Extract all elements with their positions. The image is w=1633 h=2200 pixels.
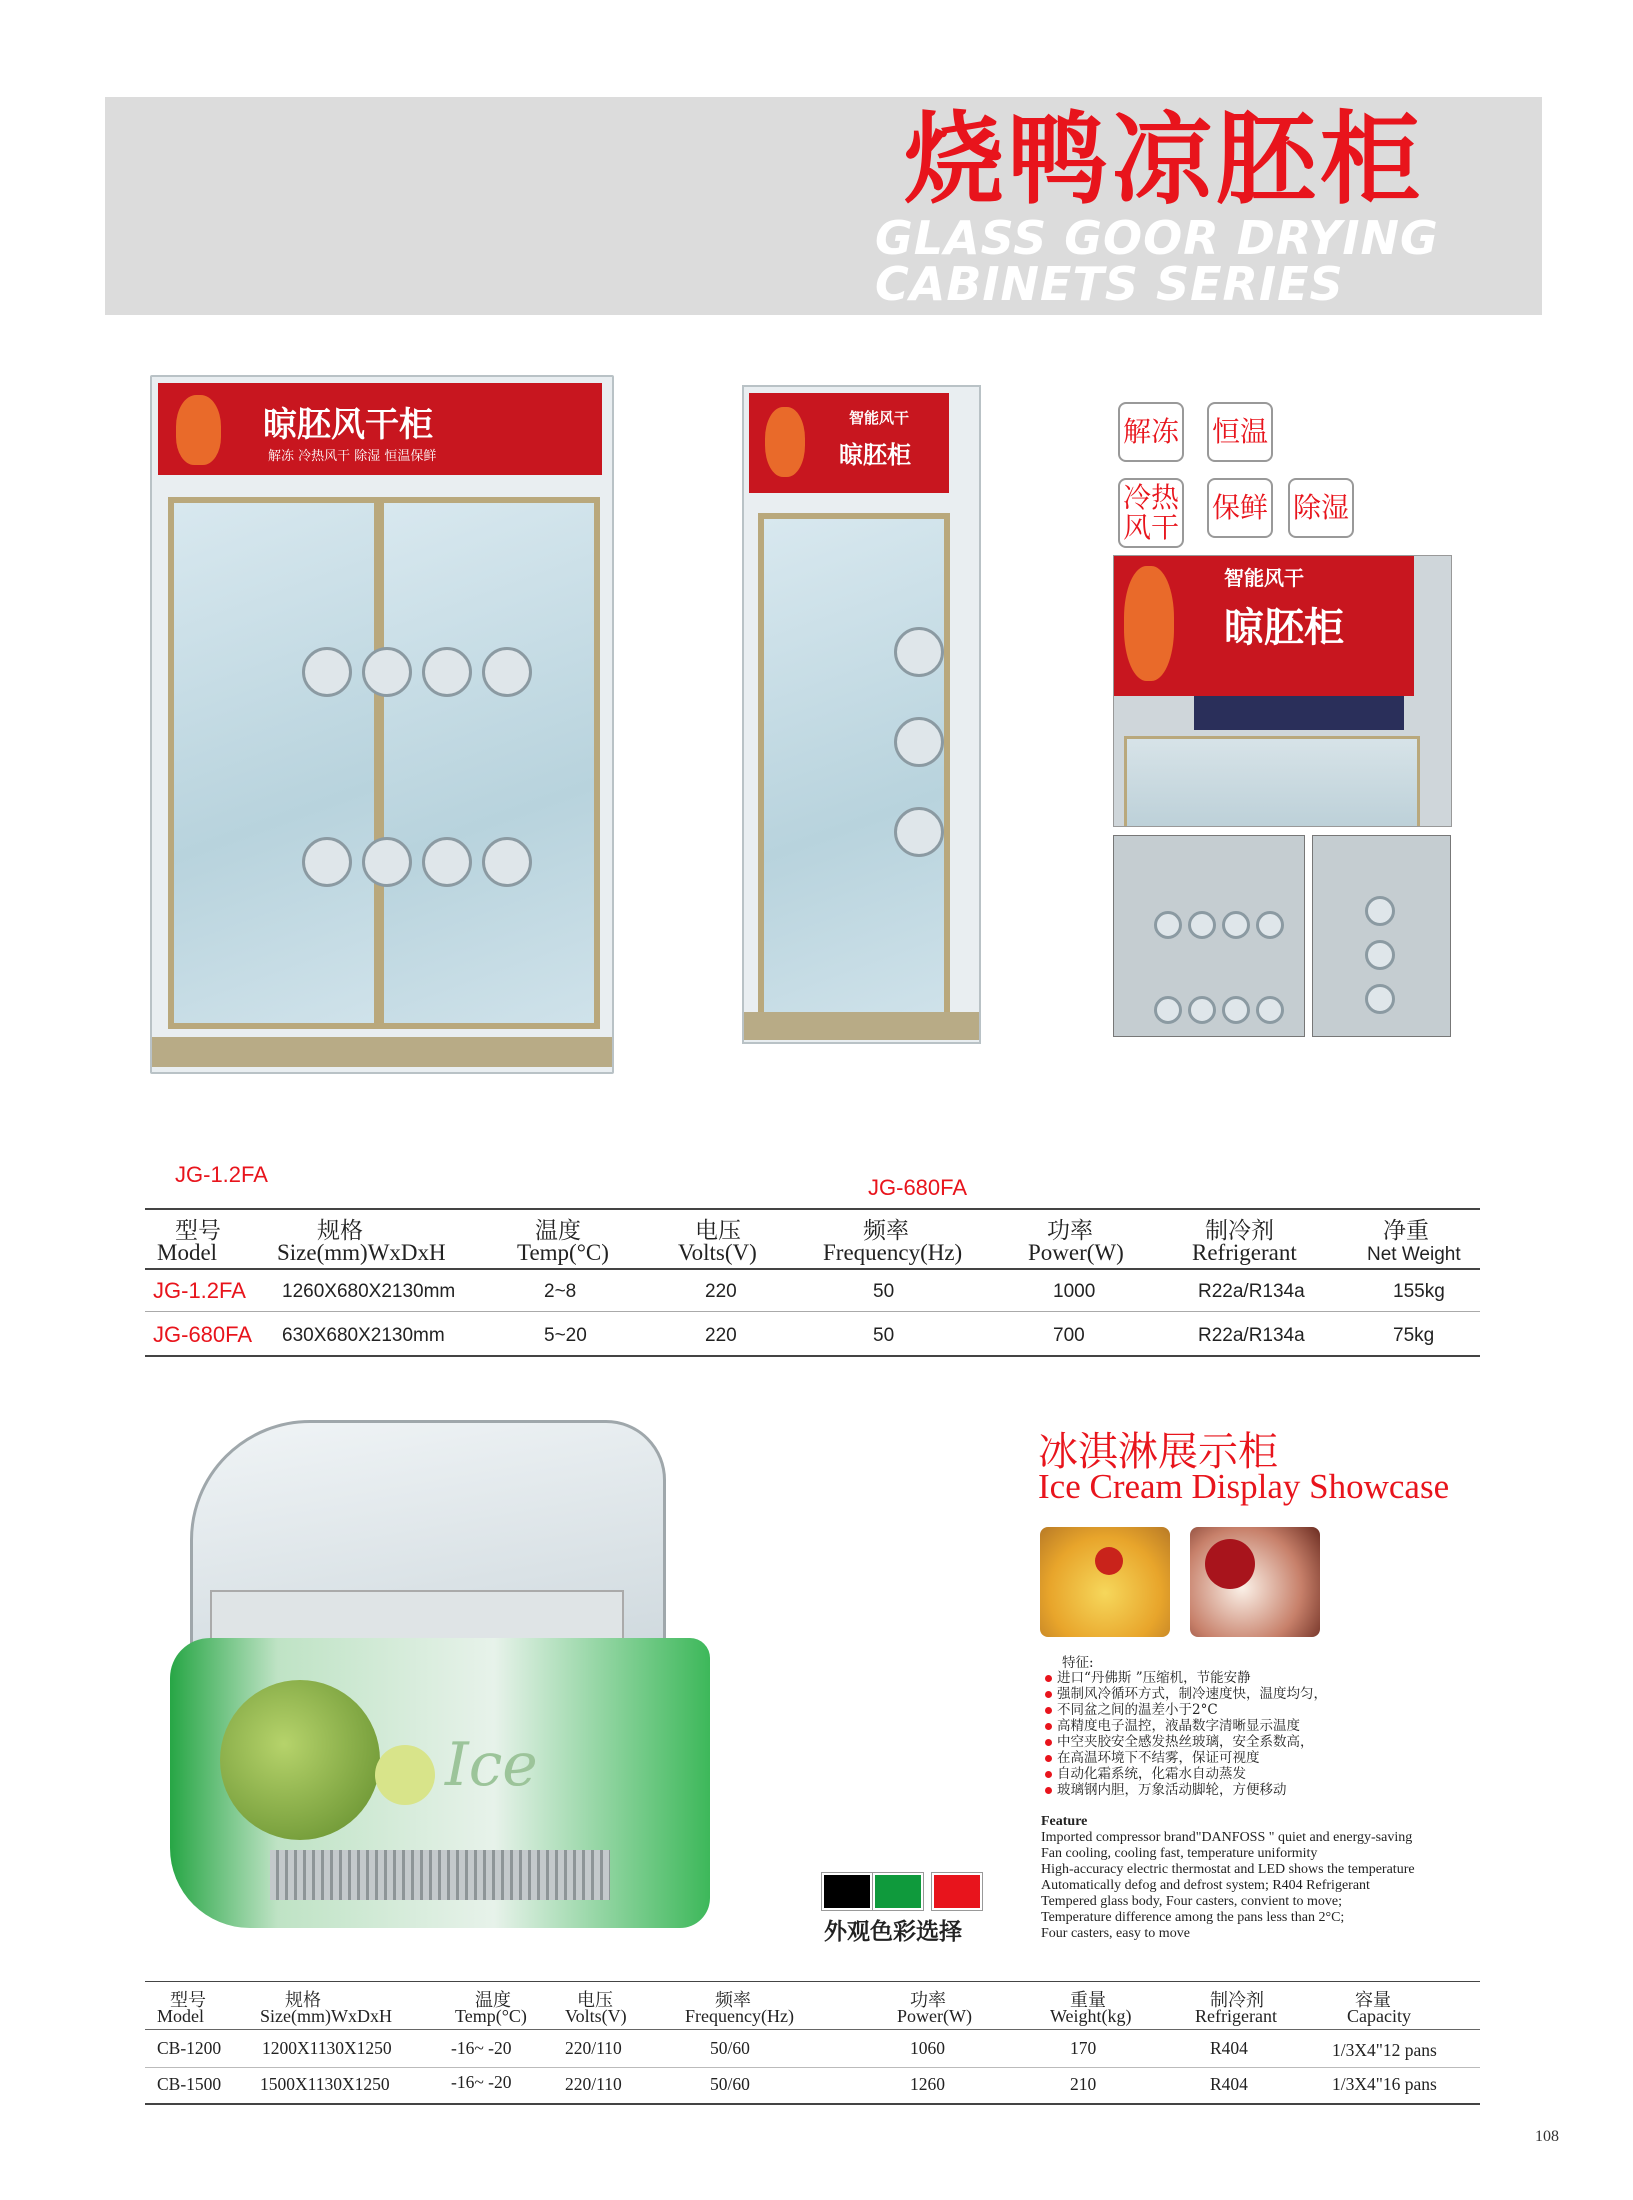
t2-header-cn-refrigerant: 制冷剂 [1210, 1990, 1264, 2010]
dessert-photo-2 [1190, 1527, 1320, 1637]
t1-header-en-model: Model [157, 1240, 218, 1265]
t1-header-en-temp: Temp(°C) [517, 1240, 609, 1265]
t1-header-en-freq: Frequency(Hz) [823, 1240, 963, 1265]
t1-r2-freq: 50 [873, 1325, 895, 1346]
t1-r2-weight: 75kg [1393, 1325, 1435, 1346]
t1-header-cn-volts: 电压 [695, 1218, 741, 1244]
badge-fresh: 保鲜 [1207, 478, 1273, 538]
t2-r1-size: 1200X1130X1250 [262, 2038, 392, 2058]
t2-r1-refrigerant: R404 [1210, 2038, 1248, 2058]
page-title-en [875, 211, 1439, 311]
t2-header-cn-model: 型号 [170, 1990, 206, 2010]
t2-r2-weight: 210 [1070, 2074, 1097, 2094]
page-title-cn: 烧鸭凉胚柜 [904, 101, 1424, 218]
t1-r2-volts: 220 [705, 1325, 737, 1346]
t1-r1-model: JG-1.2FA [153, 1278, 246, 1303]
spec-table-drying [145, 1208, 1480, 1358]
t1-r1-volts: 220 [705, 1281, 737, 1302]
ice-cream-title-cn: 冰淇淋展示柜 [1038, 1429, 1278, 1475]
t2-header-en-volts: Volts(V) [565, 2006, 627, 2026]
cabinet-large-panel-sub: 解冻 冷热风干 除湿 恒温保鲜 [268, 449, 437, 464]
feature-cn-2: 强制风冷循环方式，制冷速度快，温度均匀， [1045, 1686, 1327, 1702]
t2-r2-power: 1260 [910, 2074, 945, 2094]
badge-thaw: 解冻 [1118, 402, 1184, 462]
t2-header-cn-power: 功率 [910, 1990, 946, 2010]
t2-r1-temp: -16~ -20 [451, 2038, 512, 2058]
spec-table-ice-cream [145, 1981, 1480, 2106]
cabinet-large-image [150, 375, 620, 1087]
closeup-panel-image [1113, 555, 1452, 827]
interior-image-1 [1113, 835, 1305, 1037]
t1-r1-freq: 50 [873, 1281, 895, 1302]
t2-header-en-freq: Frequency(Hz) [685, 2006, 794, 2026]
cabinet-small-panel-line2: 晾胚柜 [839, 440, 911, 469]
interior-image-2 [1312, 835, 1451, 1037]
t1-header-en-refrigerant: Refrigerant [1192, 1240, 1297, 1265]
t2-header-cn-capacity: 容量 [1355, 1990, 1391, 2010]
t2-header-en-refrigerant: Refrigerant [1195, 2006, 1277, 2026]
feature-en-3: High-accuracy electric thermostat and LED shows the temperature [1041, 1862, 1415, 1877]
badge-constant-temp: 恒温 [1207, 402, 1273, 462]
t1-r1-refrigerant: R22a/R134a [1198, 1281, 1305, 1302]
t1-header-cn-weight: 净重 [1383, 1218, 1429, 1244]
t2-r1-volts: 220/110 [565, 2038, 622, 2058]
color-swatch-red[interactable] [932, 1873, 982, 1910]
t1-header-cn-temp: 温度 [535, 1218, 581, 1244]
t1-r2-power: 700 [1053, 1325, 1085, 1346]
feature-en-6: Temperature difference among the pans less than 2°C; [1041, 1910, 1345, 1925]
closeup-panel-line1: 智能风干 [1224, 566, 1304, 590]
t2-header-cn-temp: 温度 [475, 1990, 511, 2010]
t2-r1-freq: 50/60 [710, 2038, 750, 2058]
t1-header-cn-power: 功率 [1047, 1218, 1093, 1244]
feature-en-2: Fan cooling, cooling fast, temperature uniformity [1041, 1846, 1318, 1861]
t1-header-en-size: Size(mm)WxDxH [277, 1240, 446, 1265]
feature-cn-7: 自动化霜系统，化霜水自动蒸发 [1045, 1766, 1246, 1782]
cabinet-small-image [742, 385, 992, 1050]
t2-header-cn-size: 规格 [285, 1990, 321, 2010]
t1-header-en-power: Power(W) [1028, 1240, 1124, 1265]
ice-cream-title-en: Ice Cream Display Showcase [1038, 1467, 1450, 1506]
closeup-panel-line2: 晾胚柜 [1224, 604, 1344, 651]
t1-header-cn-refrigerant: 制冷剂 [1205, 1218, 1274, 1244]
feature-cn-5: 中空夹胶安全感发热丝玻璃，安全系数高， [1045, 1734, 1314, 1750]
page-title-en-line2: CABINETS SERIES [875, 257, 1344, 311]
t2-r2-model: CB-1500 [157, 2074, 222, 2094]
t1-header-cn-size: 规格 [317, 1218, 363, 1244]
t2-r1-capacity: 1/3X4"12 pans [1332, 2040, 1437, 2060]
t1-r1-power: 1000 [1053, 1281, 1096, 1302]
color-swatch-black[interactable] [822, 1873, 872, 1910]
t2-header-en-power: Power(W) [897, 2006, 972, 2026]
t2-header-cn-volts: 电压 [577, 1990, 613, 2010]
t2-r1-power: 1060 [910, 2038, 945, 2058]
dessert-photo-1 [1040, 1527, 1170, 1637]
t2-header-en-capacity: Capacity [1347, 2006, 1411, 2026]
t2-r1-weight: 170 [1070, 2038, 1097, 2058]
feature-en-1: Imported compressor brand"DANFOSS " quiet and energy-saving [1041, 1830, 1413, 1845]
t2-header-en-temp: Temp(°C) [455, 2006, 527, 2026]
feature-cn-4: 高精度电子温控，液晶数字清晰显示温度 [1045, 1718, 1300, 1734]
color-swatch-green[interactable] [873, 1873, 923, 1910]
showcase-logo: Ice [445, 1730, 538, 1800]
t2-r2-volts: 220/110 [565, 2074, 622, 2094]
t1-r1-temp: 2~8 [544, 1281, 577, 1302]
cabinet-large-panel-text: 晾胚风干柜 [263, 405, 433, 445]
t2-r1-model: CB-1200 [157, 2038, 222, 2058]
feature-cn-6: 在高温环境下不结雾，保证可视度 [1045, 1750, 1260, 1766]
t2-header-cn-freq: 频率 [715, 1990, 751, 2010]
feature-cn-8: 玻璃钢内胆，万象活动脚轮，方便移动 [1045, 1782, 1287, 1798]
model-label-large: JG-1.2FA [175, 1162, 268, 1187]
t2-header-cn-weight: 重量 [1070, 1990, 1106, 2010]
t2-r2-temp: -16~ -20 [451, 2072, 512, 2092]
feature-en-7: Four casters, easy to move [1041, 1926, 1190, 1941]
badge-hot-cold-dry: 冷热 风干 [1118, 478, 1184, 548]
model-label-small: JG-680FA [868, 1175, 968, 1200]
t1-r2-model: JG-680FA [153, 1322, 253, 1347]
t2-header-en-size: Size(mm)WxDxH [260, 2006, 392, 2026]
page-number: 108 [1535, 2128, 1559, 2145]
ice-cream-showcase-image [160, 1410, 730, 1940]
features-cn-label: 特征: [1062, 1655, 1094, 1671]
t1-r2-temp: 5~20 [544, 1325, 587, 1346]
t2-r2-capacity: 1/3X4"16 pans [1332, 2074, 1437, 2094]
color-choice-label: 外观色彩选择 [824, 1919, 962, 1945]
t1-header-cn-freq: 频率 [863, 1218, 909, 1244]
t2-header-en-model: Model [157, 2006, 204, 2026]
t2-header-en-weight: Weight(kg) [1050, 2006, 1132, 2026]
t2-r2-size: 1500X1130X1250 [260, 2074, 390, 2094]
t1-header-en-weight: Net Weight [1367, 1244, 1461, 1265]
feature-cn-1: 进口“丹佛斯 ”压缩机，节能安静 [1045, 1670, 1251, 1686]
t1-header-en-volts: Volts(V) [678, 1240, 757, 1265]
cabinet-small-panel-line1: 智能风干 [849, 409, 910, 427]
page-title-en-line1: GLASS GOOR DRYING [875, 211, 1439, 265]
badge-dehumidify: 除湿 [1288, 478, 1354, 538]
t2-r2-refrigerant: R404 [1210, 2074, 1248, 2094]
t1-r2-refrigerant: R22a/R134a [1198, 1325, 1305, 1346]
feature-cn-3: 不同盆之间的温差小于2°C [1045, 1702, 1218, 1718]
t1-r1-weight: 155kg [1393, 1281, 1445, 1302]
t1-header-cn-model: 型号 [175, 1218, 221, 1244]
t2-r2-freq: 50/60 [710, 2074, 750, 2094]
feature-en-4: Automatically defog and defrost system; R404 Refrigerant [1041, 1878, 1370, 1893]
t1-r1-size: 1260X680X2130mm [282, 1281, 456, 1302]
features-en-label: Feature [1041, 1814, 1088, 1829]
t1-r2-size: 630X680X2130mm [282, 1325, 445, 1346]
feature-en-5: Tempered glass body, Four casters, convient to move; [1041, 1894, 1342, 1909]
header-banner [105, 97, 1542, 315]
